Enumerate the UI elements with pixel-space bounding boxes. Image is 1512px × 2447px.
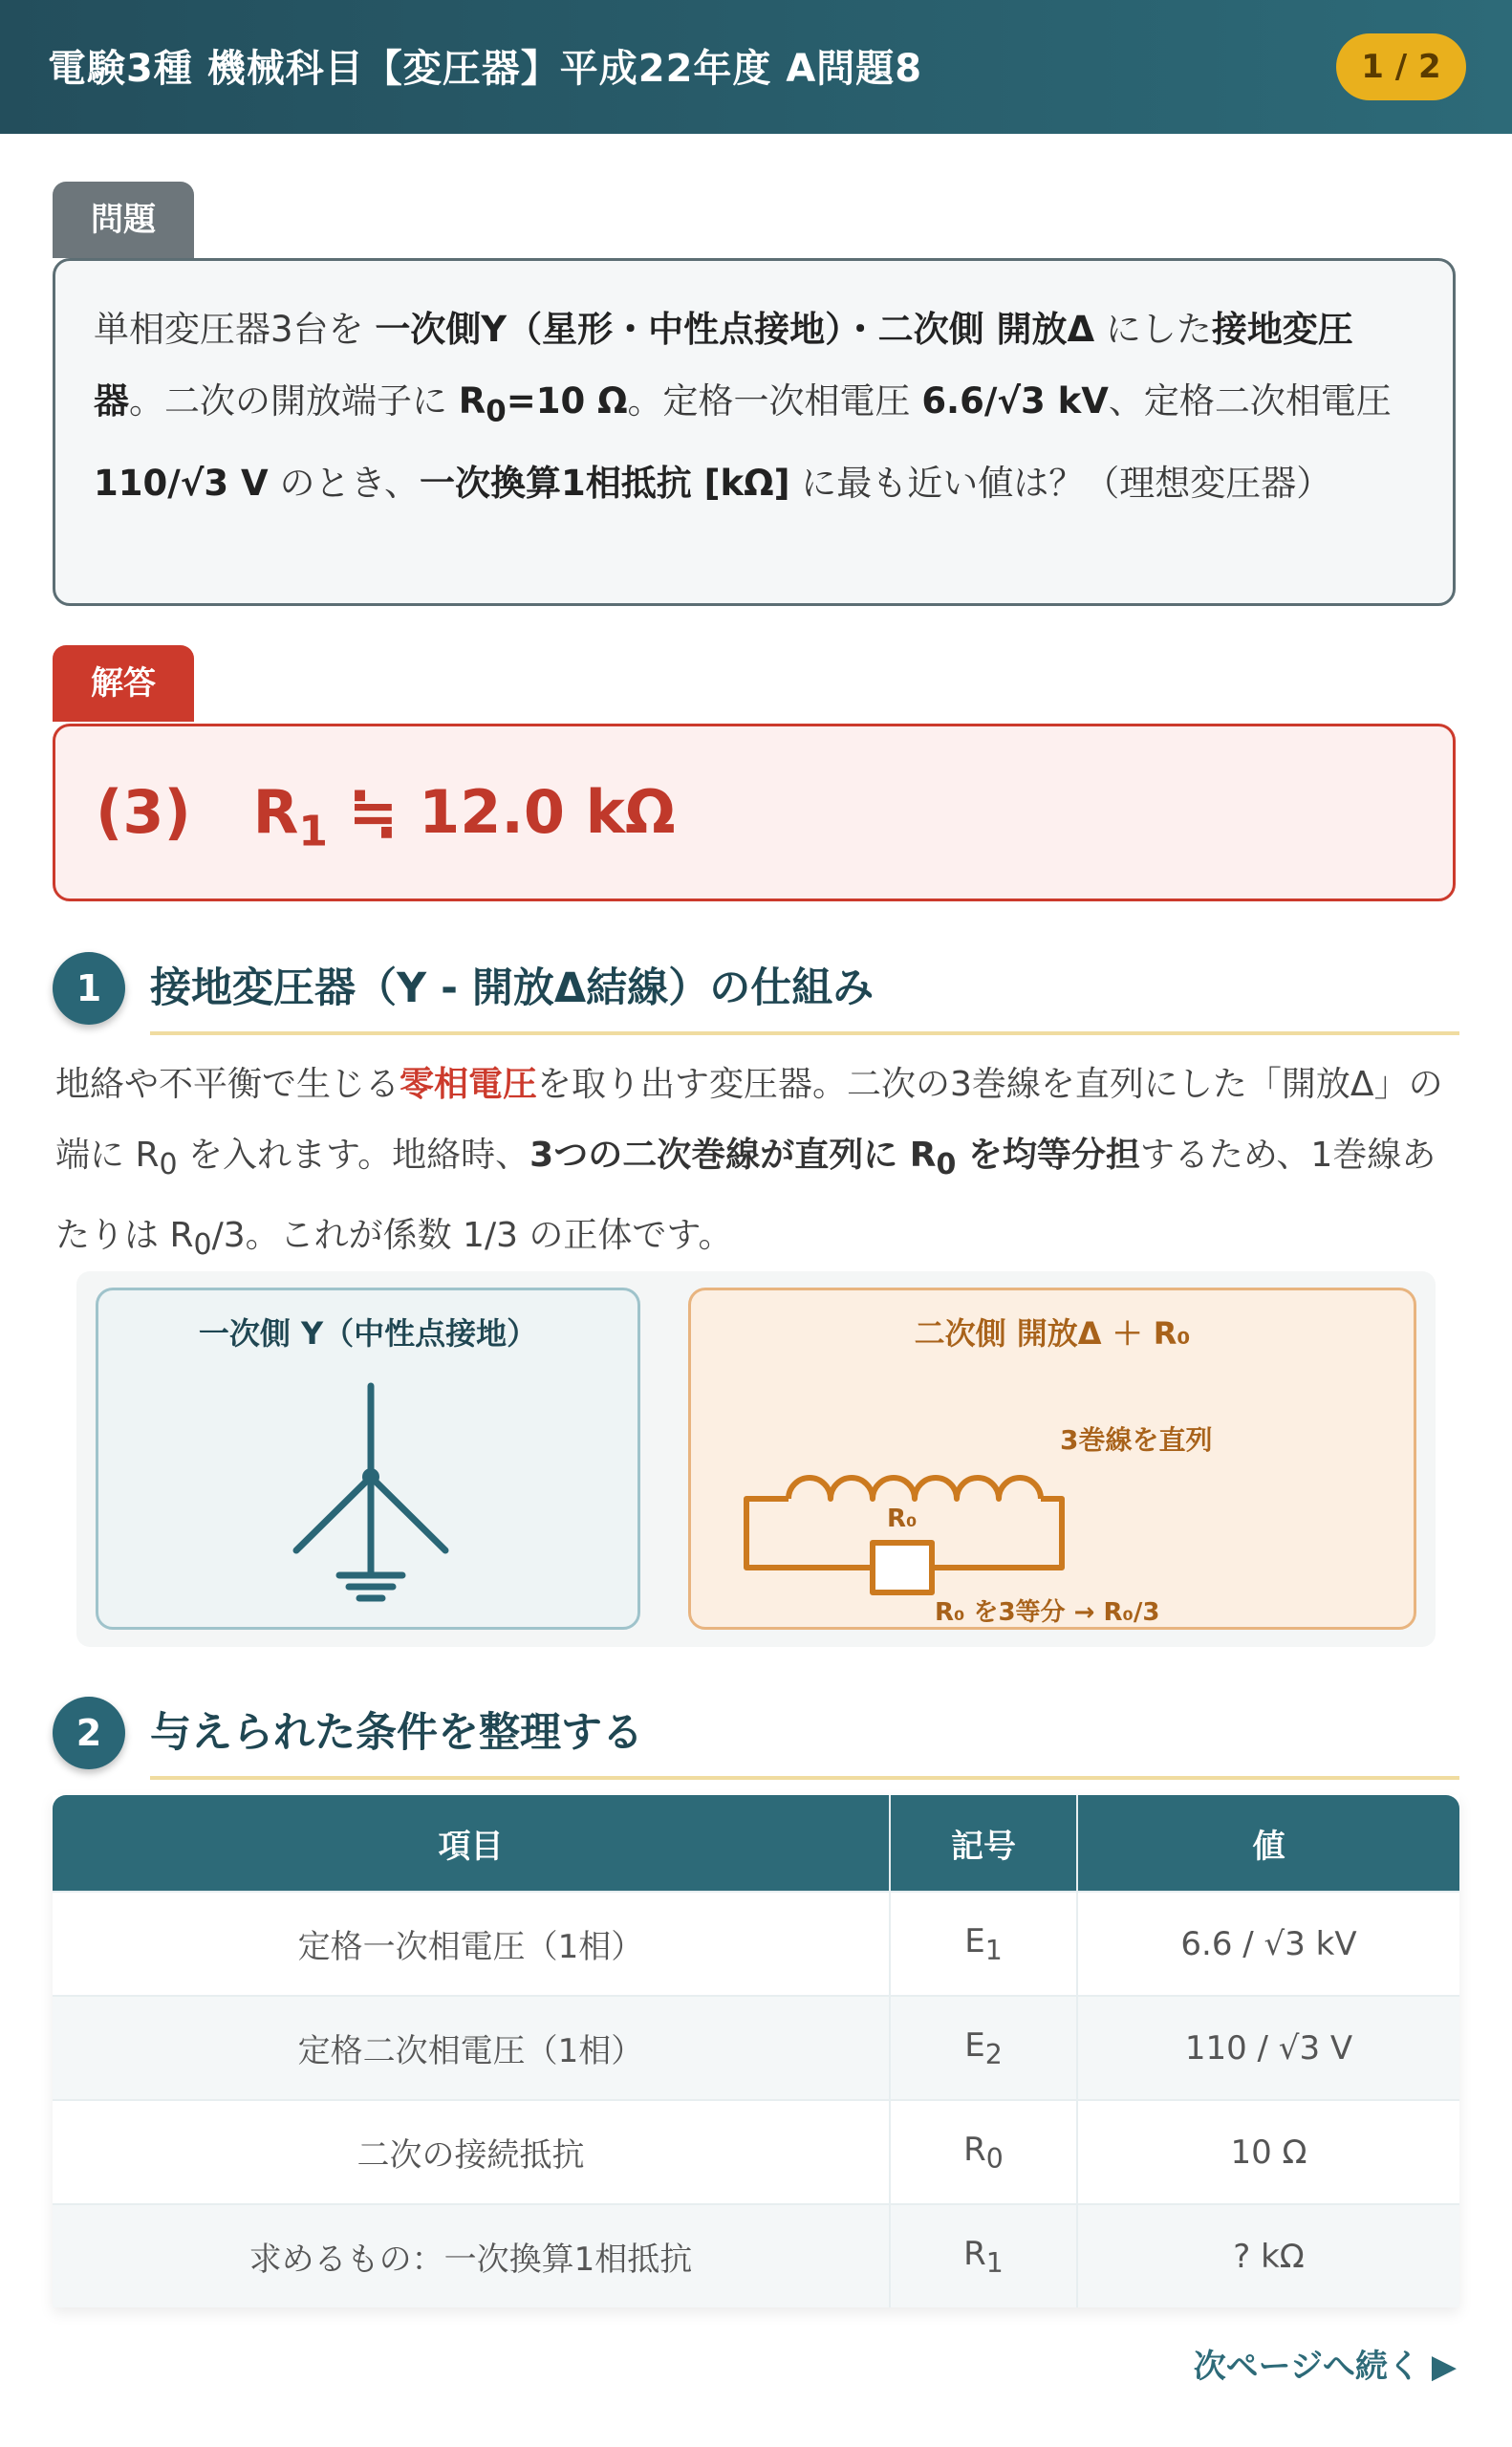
bold-text: を均等分担: [956, 1136, 1140, 1175]
table-cell-symbol: [890, 2100, 1077, 2204]
neutral-point: [362, 1468, 379, 1485]
answer-variable-subscript: 1: [298, 807, 328, 856]
conditions-table: [53, 1795, 1459, 2307]
primary-panel-title: 一次側 Y（中性点接地）: [198, 1315, 538, 1352]
table-header-value: 値: [1077, 1795, 1459, 1892]
question-text: 単相変圧器3台を: [94, 309, 376, 350]
coil-label: 3巻線を直列: [1060, 1424, 1213, 1456]
subscript: 0: [936, 1148, 957, 1182]
resistance-symbol: R: [458, 380, 486, 422]
table-cell-symbol: [890, 1892, 1077, 1996]
paragraph-bold-text: [529, 1136, 1140, 1182]
symbol-letter: E: [964, 2025, 985, 2065]
question-text: のとき、: [268, 463, 420, 505]
question-text: 。定格一次相電圧: [627, 380, 922, 422]
table-cell-symbol: [890, 2204, 1077, 2307]
resistance-value: =10 Ω: [506, 380, 628, 422]
table-cell-value: 6.6 / √3 kV: [1077, 1892, 1459, 1996]
y-winding-line: [296, 1477, 371, 1550]
paragraph-text: するため、1巻線あたりは R: [55, 1136, 1436, 1256]
open-delta-diagram: [691, 1290, 1419, 1633]
table-cell-value: 110 / √3 V: [1077, 1996, 1459, 2100]
paragraph-text: を取り出す変圧器。二次の3巻線を直列にした「開放Δ」の端に R: [55, 1065, 1443, 1175]
question-bold-text: 一次側Y（星形・中性点接地）・二次側 開放Δ: [375, 309, 1095, 350]
section-heading: 与えられた条件を整理する: [150, 1700, 1459, 1780]
table-header-symbol: 記号: [890, 1795, 1077, 1892]
section-heading: 接地変圧器（Y - 開放Δ結線）の仕組み: [150, 956, 1459, 1035]
y-connection-diagram: [98, 1290, 643, 1633]
secondary-open-delta-panel: [688, 1288, 1416, 1630]
table-cell-item: 定格一次相電圧（1相）: [53, 1892, 890, 1996]
answer-text: [96, 726, 1413, 918]
subscript: 0: [159, 1148, 178, 1182]
section-number-badge: 1: [53, 952, 125, 1025]
answer-variable: R: [252, 777, 299, 847]
resistor-r0-icon: [873, 1543, 932, 1592]
answer-box: [53, 724, 1456, 901]
symbol-letter: E: [964, 1921, 985, 1960]
subscript: 0: [193, 1228, 212, 1263]
question-bold-text: 接地変圧器: [94, 309, 1353, 422]
symbol-subscript: 1: [985, 2246, 1004, 2279]
question-bold-text: 110/√3 V: [94, 463, 269, 505]
table-row: [53, 1996, 1459, 2100]
header-bar: [0, 0, 1512, 134]
section1-paragraph: [55, 1050, 1460, 1281]
question-bold-text: 一次換算1相抵抗 [kΩ]: [419, 463, 790, 505]
subscript: 0: [486, 394, 507, 429]
secondary-panel-title: 二次側 開放Δ ＋ R₀: [914, 1315, 1191, 1352]
circuit-wire: [746, 1499, 873, 1568]
page-title: 電験3種 機械科目【変圧器】平成22年度 A問題8: [48, 47, 923, 91]
r0-label: R₀: [887, 1505, 918, 1533]
question-bold-text: [458, 380, 628, 429]
question-text: にした: [1094, 309, 1212, 350]
question-box: [53, 258, 1456, 606]
winding-coil-icon: [788, 1478, 1041, 1499]
question-text: 、定格二次相電圧: [1108, 380, 1392, 422]
table-row: [53, 1892, 1459, 1996]
bold-text: 3つの二次巻線が直列に R: [529, 1136, 937, 1175]
page-indicator-badge: 1 / 2: [1336, 33, 1466, 100]
table-cell-item: 二次の接続抵抗: [53, 2100, 890, 2204]
table-row: [53, 2100, 1459, 2204]
share-label: R₀ を3等分 → R₀/3: [935, 1598, 1160, 1627]
table-row: [53, 2204, 1459, 2307]
table-cell-symbol: [890, 1996, 1077, 2100]
next-page-link[interactable]: 次ページへ続く ▶: [1193, 2348, 1457, 2386]
table-cell-value: 10 Ω: [1077, 2100, 1459, 2204]
approx-symbol: ≒: [348, 777, 399, 847]
section-number-badge: 2: [53, 1697, 125, 1769]
paragraph-text: /3。これが係数 1/3 の正体です。: [211, 1216, 733, 1256]
question-bold-text: 6.6/√3 kV: [921, 380, 1109, 422]
answer-value: 12.0 kΩ: [419, 777, 676, 847]
paragraph-text: 地絡や不平衡で生じる: [55, 1065, 400, 1104]
symbol-letter: R: [963, 2130, 986, 2169]
table-cell-value: ? kΩ: [1077, 2204, 1459, 2307]
symbol-subscript: 0: [985, 2142, 1004, 2175]
answer-tag: 解答: [53, 645, 194, 722]
primary-y-panel: [96, 1288, 640, 1630]
table-cell-item: 定格二次相電圧（1相）: [53, 1996, 890, 2100]
paragraph-text: を入れます。地絡時、: [177, 1136, 530, 1175]
circuit-wire: [932, 1499, 1062, 1568]
highlight-term: 零相電圧: [400, 1065, 538, 1104]
answer-choice: (3): [96, 777, 191, 847]
y-winding-line: [371, 1477, 445, 1550]
table-cell-item: 求めるもの：一次換算1相抵抗: [53, 2204, 890, 2307]
question-text: に最も近い値は？（理想変圧器）: [789, 463, 1332, 505]
symbol-letter: R: [963, 2234, 986, 2273]
question-text: 。二次の開放端子に: [129, 380, 459, 422]
question-tag: 問題: [53, 182, 194, 258]
table-header-row: [53, 1795, 1459, 1892]
table-header-item: 項目: [53, 1795, 890, 1892]
symbol-subscript: 2: [984, 2038, 1003, 2070]
symbol-subscript: 1: [984, 1934, 1003, 1966]
